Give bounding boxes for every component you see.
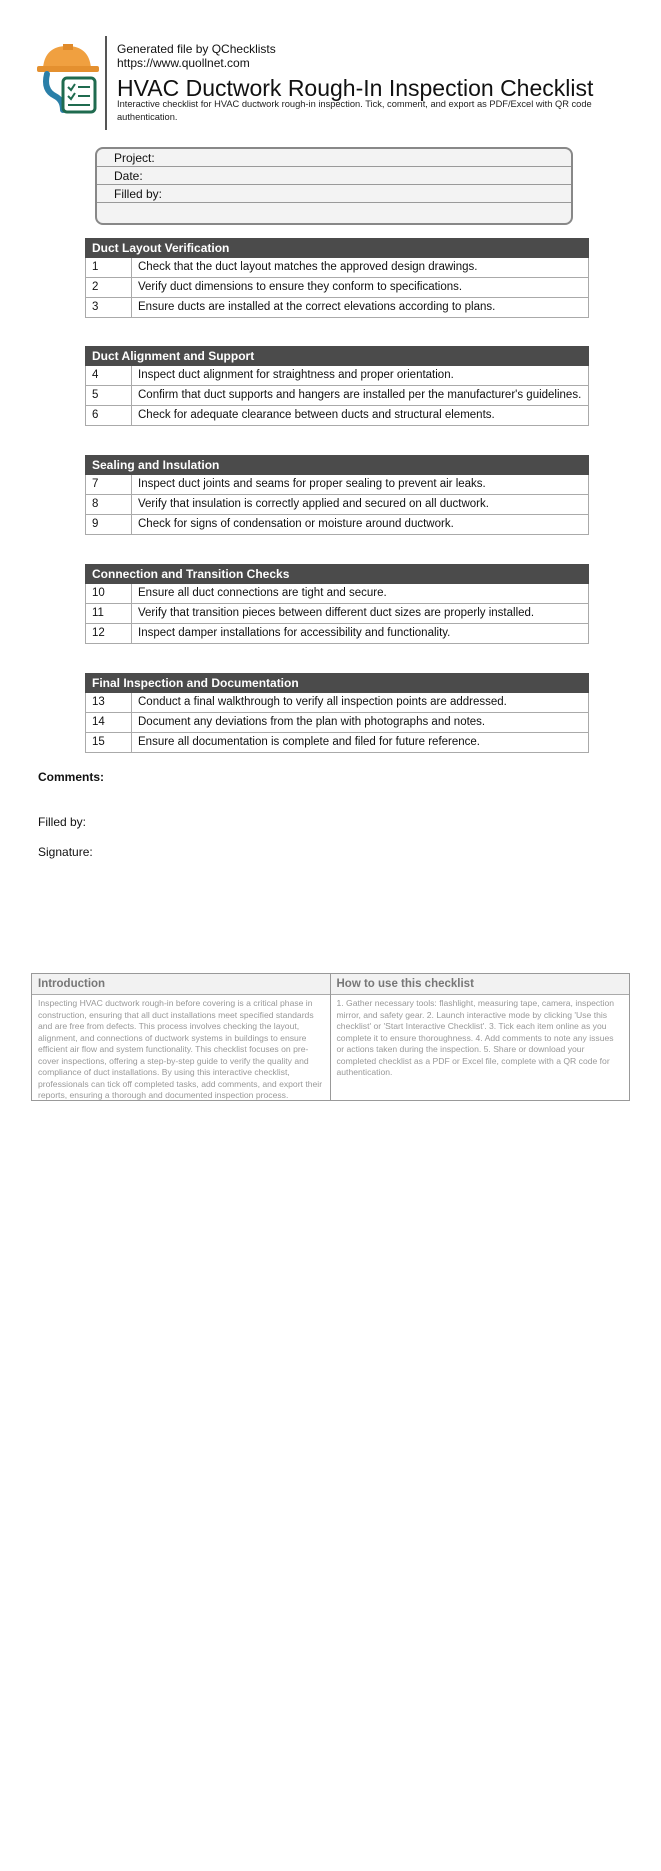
checklist-item[interactable] — [85, 495, 589, 515]
filled-by-field[interactable]: Filled by: — [97, 185, 571, 203]
item-text: Check that the duct layout matches the approved design drawings. — [138, 261, 478, 273]
generated-by-text: Generated file by QChecklists — [117, 42, 276, 56]
checklist-item[interactable] — [85, 624, 589, 644]
checklist-item[interactable] — [85, 386, 589, 406]
item-text: Ensure ducts are installed at the correct elevations according to plans. — [138, 301, 496, 313]
comments-label: Comments: — [38, 770, 105, 784]
item-text: Conduct a final walkthrough to verify all inspection points are addressed. — [138, 696, 507, 708]
item-number: 1 — [86, 258, 132, 277]
checklist-item[interactable] — [85, 366, 589, 386]
checklist-section — [85, 455, 589, 535]
item-text: Inspect duct alignment for straightness and proper orientation. — [138, 369, 454, 381]
how-to-text: 1. Gather necessary tools: flashlight, measuring tape, camera, inspection mirror, and safety gear. 2. Launch interactive mode by clicking 'Use this checklist' or 'Start Interactive Checklist'. 3. Tick each item online as you complete it to ensure thoroughness. 4. Add comments to note any issues or actions taken during the inspection. 5. Share or download your completed checklist as a PDF or Excel file, complete with a QR code for authentication. — [336, 998, 615, 1077]
item-text: Inspect duct joints and seams for proper sealing to prevent air leaks. — [138, 478, 486, 490]
item-text: Verify that insulation is correctly applied and secured on all ductwork. — [138, 498, 489, 510]
source-url-link[interactable]: https://www.quollnet.com — [117, 56, 250, 70]
project-info-box — [95, 147, 573, 225]
checklist-section — [85, 346, 589, 426]
item-number: 7 — [86, 475, 132, 494]
how-to-heading: How to use this checklist — [331, 974, 630, 995]
introduction-heading: Introduction — [32, 974, 330, 995]
item-text: Check for signs of condensation or moisture around ductwork. — [138, 518, 454, 530]
section-title: Duct Alignment and Support — [85, 346, 589, 366]
item-number: 15 — [86, 733, 132, 752]
item-text: Inspect damper installations for accessibility and functionality. — [138, 627, 451, 639]
hardhat-checklist-logo-icon — [33, 38, 105, 118]
item-text: Verify duct dimensions to ensure they conform to specifications. — [138, 281, 463, 293]
item-number: 5 — [86, 386, 132, 405]
checklist-item[interactable] — [85, 258, 589, 278]
item-text: Ensure all duct connections are tight and secure. — [138, 587, 387, 599]
item-number: 12 — [86, 624, 132, 643]
item-number: 3 — [86, 298, 132, 317]
section-title: Sealing and Insulation — [85, 455, 589, 475]
how-to-column — [331, 974, 630, 1100]
page-title: HVAC Ductwork Rough-In Inspection Checklist — [117, 75, 594, 101]
item-number: 8 — [86, 495, 132, 514]
checklist-section — [85, 564, 589, 644]
checklist-section — [85, 673, 589, 753]
section-title: Duct Layout Verification — [85, 238, 589, 258]
item-number: 10 — [86, 584, 132, 603]
header-divider — [105, 36, 107, 130]
item-number: 14 — [86, 713, 132, 732]
date-field[interactable]: Date: — [97, 167, 571, 185]
item-text: Confirm that duct supports and hangers are installed per the manufacturer's guidelines. — [138, 389, 582, 401]
item-text: Ensure all documentation is complete and filed for future reference. — [138, 736, 480, 748]
checklist-section — [85, 238, 589, 318]
item-number: 6 — [86, 406, 132, 425]
checklist-item[interactable] — [85, 733, 589, 753]
item-text: Verify that transition pieces between different duct sizes are properly installed. — [138, 607, 535, 619]
checklist-item[interactable] — [85, 693, 589, 713]
item-number: 11 — [86, 604, 132, 623]
checklist-item[interactable] — [85, 278, 589, 298]
item-number: 4 — [86, 366, 132, 385]
document-header — [33, 36, 633, 132]
page-subtitle: Interactive checklist for HVAC ductwork rough-in inspection. Tick, comment, and export as PDF/Excel with QR code authentication. — [117, 99, 592, 122]
checklist-item[interactable] — [85, 604, 589, 624]
checklist-item[interactable] — [85, 584, 589, 604]
signature-label: Signature: — [38, 845, 93, 859]
checklist-item[interactable] — [85, 713, 589, 733]
project-field[interactable]: Project: — [97, 149, 571, 167]
introduction-column — [32, 974, 331, 1100]
item-number: 2 — [86, 278, 132, 297]
item-text: Document any deviations from the plan with photographs and notes. — [138, 716, 486, 728]
item-number: 13 — [86, 693, 132, 712]
item-number: 9 — [86, 515, 132, 534]
checklist-item[interactable] — [85, 298, 589, 318]
filled-by-label: Filled by: — [38, 815, 87, 829]
checklist-item[interactable] — [85, 475, 589, 495]
item-text: Check for adequate clearance between ducts and structural elements. — [138, 409, 495, 421]
checklist-item[interactable] — [85, 515, 589, 535]
checklist-item[interactable] — [85, 406, 589, 426]
section-title: Connection and Transition Checks — [85, 564, 589, 584]
extra-field[interactable] — [97, 203, 571, 221]
info-footer-table — [31, 973, 630, 1101]
introduction-text: Inspecting HVAC ductwork rough-in before covering is a critical phase in construction, ensuring that all duct installations meet specified standards and are free from defects. This process involves checking the layout, alignment, and connections of ductwork systems in buildings to ensure efficient air flow and system functionality. This checklist focuses on pre-cover inspections, offering a step-by-step guide to verify the quality and compliance of duct installations. By using this interactive checklist, professionals can tick off completed tasks, add comments, and export their reports, ensuring a thorough and documented inspection process. — [38, 998, 323, 1100]
section-title: Final Inspection and Documentation — [85, 673, 589, 693]
